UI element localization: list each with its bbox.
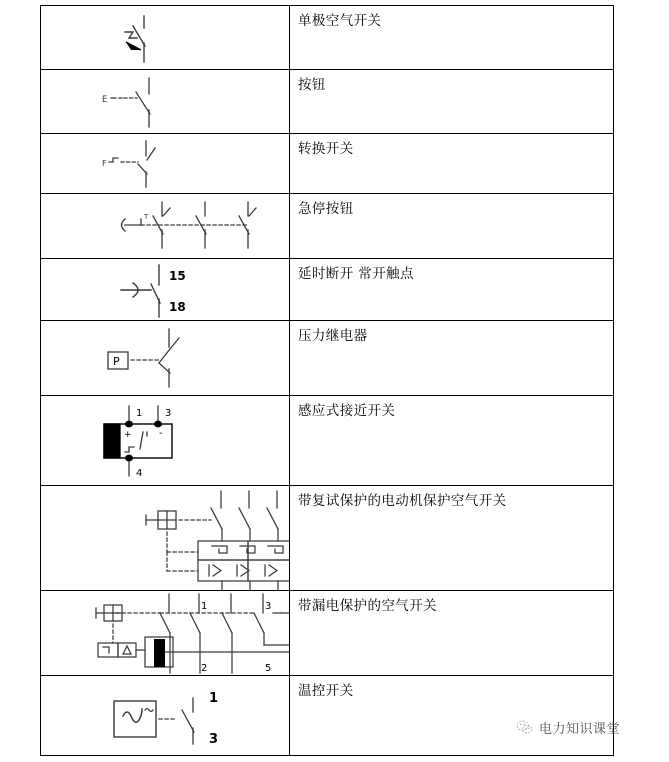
- pressure-p-label: P: [113, 355, 120, 368]
- label-cell: [290, 676, 614, 756]
- terminal-f-label: F: [102, 159, 107, 168]
- table-row: [41, 194, 614, 259]
- off-delay-normally-open-contact-symbol: [41, 259, 289, 320]
- polarity-minus-label: -: [159, 428, 163, 439]
- symbol-cell-off-delay-contact: [41, 259, 290, 321]
- symbol-cell-push-button: [41, 70, 290, 134]
- symbol-cell-motor-protection-breaker: [41, 486, 290, 591]
- table-row: [41, 591, 614, 676]
- single-pole-circuit-breaker-symbol: [41, 6, 289, 69]
- label-cell: [290, 259, 614, 321]
- symbols-table: [40, 5, 614, 756]
- selector-switch-symbol: [41, 134, 289, 193]
- terminal-e-label: E: [102, 95, 108, 105]
- table-row: [41, 676, 614, 756]
- terminal-3-label: 3: [165, 408, 172, 419]
- watermark-text: 电力知识课堂: [539, 722, 621, 737]
- symbol-label: 温控开关: [298, 683, 354, 699]
- terminal-18-label: 18: [169, 300, 186, 314]
- temperature-control-switch-symbol: [41, 676, 289, 755]
- table-body: [41, 6, 614, 756]
- label-cell: [290, 70, 614, 134]
- terminal-3-label: 3: [265, 601, 272, 612]
- table-row: [41, 70, 614, 134]
- symbol-label: 急停按钮: [298, 201, 354, 217]
- table-row: [41, 396, 614, 486]
- label-cell: [290, 194, 614, 259]
- symbol-cell-emergency-stop: [41, 194, 290, 259]
- symbol-label: 延时断开 常开触点: [298, 266, 414, 282]
- actuator-marker: T: [144, 213, 149, 221]
- symbol-cell-selector-switch: [41, 134, 290, 194]
- table-row: [41, 134, 614, 194]
- symbol-cell-pressure-relay: [41, 321, 290, 396]
- table-row: [41, 259, 614, 321]
- table-row: [41, 321, 614, 396]
- wechat-icon: [516, 719, 533, 736]
- terminal-1-label: 1: [136, 408, 143, 419]
- pressure-relay-symbol: [41, 321, 289, 395]
- symbol-cell-proximity-switch: [41, 396, 290, 486]
- emergency-stop-button-symbol: [41, 194, 289, 258]
- label-cell: [290, 6, 614, 70]
- terminal-1-label: 1: [201, 601, 208, 612]
- symbol-label: 压力继电器: [298, 328, 368, 344]
- terminal-2-label: 2: [201, 663, 208, 674]
- symbol-label: 转换开关: [298, 141, 354, 157]
- polarity-plus-label: +: [124, 430, 132, 440]
- motor-protection-circuit-breaker-symbol: [41, 486, 289, 590]
- terminal-5-label: 5: [265, 663, 272, 674]
- residual-current-circuit-breaker-symbol: [41, 591, 289, 675]
- terminal-3-label: 3: [209, 732, 219, 747]
- symbol-cell-rcd-breaker: [41, 591, 290, 676]
- inductive-proximity-switch-symbol: [41, 396, 289, 485]
- symbol-cell-single-pole-circuit-breaker: [41, 6, 290, 70]
- symbol-label: 带复试保护的电动机保护空气开关: [298, 493, 507, 509]
- terminal-15-label: 15: [169, 269, 186, 283]
- push-button-symbol: [41, 70, 289, 133]
- label-cell: [290, 591, 614, 676]
- symbol-label: 按钮: [298, 77, 326, 93]
- watermark: [516, 718, 620, 737]
- symbol-cell-temperature-switch: [41, 676, 290, 756]
- terminal-1-label: 1: [209, 691, 219, 706]
- symbol-label: 带漏电保护的空气开关: [298, 598, 437, 614]
- table-row: [41, 6, 614, 70]
- label-cell: [290, 321, 614, 396]
- terminal-4-label: 4: [136, 468, 143, 479]
- table-row: [41, 486, 614, 591]
- symbol-label: 单极空气开关: [298, 13, 382, 29]
- label-cell: [290, 134, 614, 194]
- label-cell: [290, 486, 614, 591]
- symbol-label: 感应式接近开关: [298, 403, 396, 419]
- label-cell: [290, 396, 614, 486]
